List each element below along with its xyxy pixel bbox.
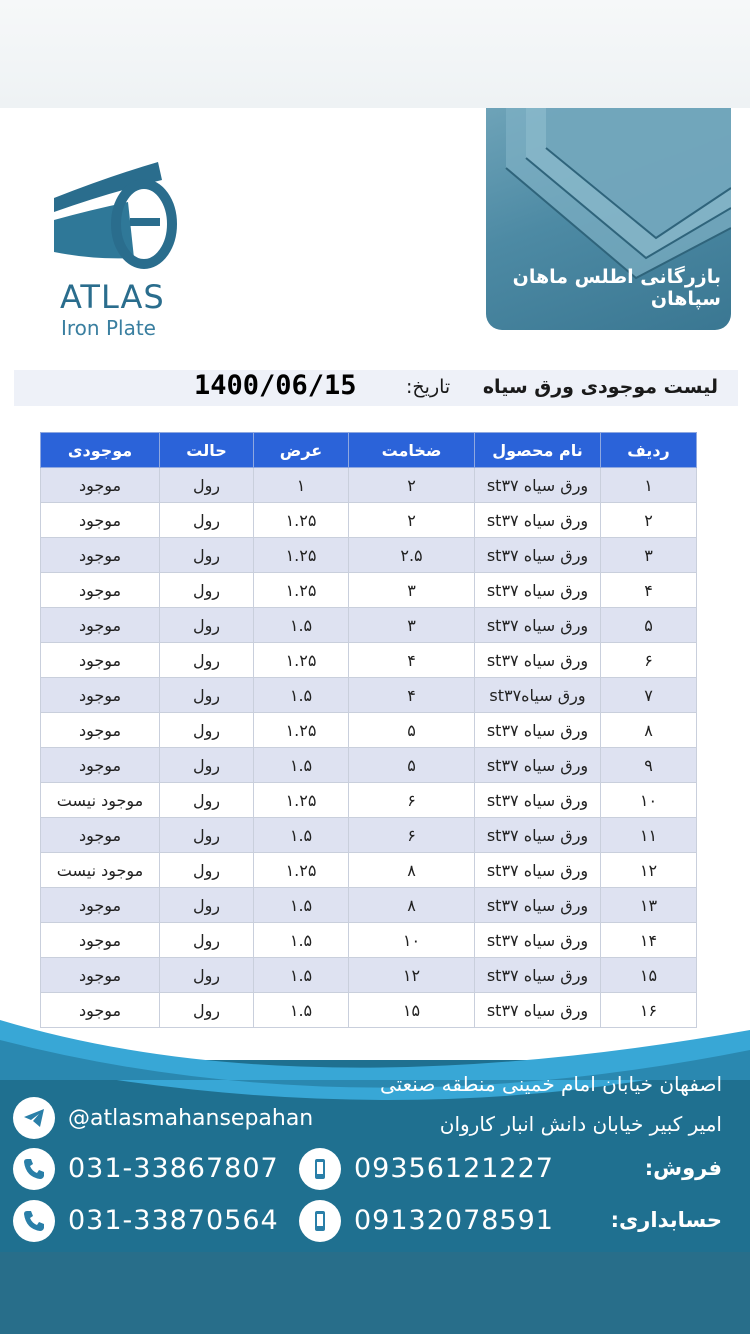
table-cell: ۱.۵	[254, 923, 349, 958]
table-cell: ۱.۲۵	[254, 573, 349, 608]
table-cell: ۱۲	[601, 853, 697, 888]
table-cell: ۲	[349, 468, 475, 503]
table-cell: ورق سیاه st۳۷	[475, 713, 601, 748]
telegram-handle[interactable]: @atlasmahansepahan	[68, 1106, 314, 1131]
table-cell: رول	[160, 608, 254, 643]
table-cell: ۱۱	[601, 818, 697, 853]
table-cell: ۱.۵	[254, 993, 349, 1028]
table-header-row	[41, 433, 697, 468]
table-cell: ورق سیاهst۳۷	[475, 678, 601, 713]
table-cell: ۲.۵	[349, 538, 475, 573]
table-cell: ۱۲	[349, 958, 475, 993]
table-cell: رول	[160, 818, 254, 853]
address-line-2: امیر کبیر خیابان دانش انبار کاروان	[439, 1112, 722, 1136]
table-row	[41, 958, 697, 993]
table-cell: ۳	[349, 608, 475, 643]
table-cell: ۸	[349, 888, 475, 923]
table-cell: ۱.۲۵	[254, 503, 349, 538]
table-cell: رول	[160, 678, 254, 713]
table-cell: ۷	[601, 678, 697, 713]
accounting-mobile[interactable]: 09132078591	[354, 1205, 554, 1236]
table-row	[41, 538, 697, 573]
table-cell: ۱	[254, 468, 349, 503]
table-cell: موجود	[41, 958, 160, 993]
table-cell: ۹	[601, 748, 697, 783]
table-row	[41, 573, 697, 608]
table-cell: ورق سیاه st۳۷	[475, 748, 601, 783]
table-cell: موجود	[41, 888, 160, 923]
table-cell: ۱۴	[601, 923, 697, 958]
table-cell: موجود نیست	[41, 853, 160, 888]
table-cell: ۲	[601, 503, 697, 538]
table-cell: ۱۰	[349, 923, 475, 958]
table-cell: ورق سیاه st۳۷	[475, 783, 601, 818]
table-cell: ورق سیاه st۳۷	[475, 818, 601, 853]
date-label: تاریخ:	[406, 376, 451, 398]
table-cell: ۱۰	[601, 783, 697, 818]
table-cell: ۴	[349, 678, 475, 713]
table-row	[41, 783, 697, 818]
table-cell: ۱۵	[349, 993, 475, 1028]
table-cell: ۸	[349, 853, 475, 888]
table-cell: ۱.۵	[254, 818, 349, 853]
table-cell: ۲	[349, 503, 475, 538]
table-row	[41, 888, 697, 923]
mobile-icon[interactable]	[299, 1148, 341, 1190]
header-cell: نام محصول	[475, 433, 601, 468]
table-cell: موجود	[41, 678, 160, 713]
table-cell: رول	[160, 958, 254, 993]
brand-name: ATLAS	[60, 278, 165, 316]
table-cell: ۶	[349, 818, 475, 853]
table-cell: موجود	[41, 503, 160, 538]
table-cell: ۵	[349, 713, 475, 748]
table-cell: رول	[160, 748, 254, 783]
table-cell: ۵	[601, 608, 697, 643]
table-cell: رول	[160, 538, 254, 573]
table-cell: موجود	[41, 573, 160, 608]
table-cell: موجود	[41, 818, 160, 853]
inventory-table	[40, 432, 697, 1028]
table-cell: ۱	[601, 468, 697, 503]
title-strip	[14, 370, 738, 406]
iron-roll-icon	[50, 150, 180, 270]
phone-icon[interactable]	[13, 1200, 55, 1242]
mobile-icon[interactable]	[299, 1200, 341, 1242]
table-cell: رول	[160, 643, 254, 678]
table-cell: ۴	[349, 643, 475, 678]
company-name: بازرگانی اطلس ماهان سپاهان	[512, 266, 721, 310]
accounting-phone[interactable]: 031-33870564	[68, 1205, 279, 1236]
table-cell: ورق سیاه st۳۷	[475, 923, 601, 958]
table-row	[41, 713, 697, 748]
header-cell: حالت	[160, 433, 254, 468]
header-cell: ضخامت	[349, 433, 475, 468]
table-cell: موجود	[41, 643, 160, 678]
table-cell: رول	[160, 853, 254, 888]
accounting-label: حسابداری:	[610, 1208, 722, 1232]
table-row	[41, 678, 697, 713]
table-cell: رول	[160, 783, 254, 818]
table-cell: رول	[160, 573, 254, 608]
telegram-icon[interactable]	[13, 1097, 55, 1139]
table-cell: موجود	[41, 748, 160, 783]
table-cell: موجود	[41, 538, 160, 573]
table-row	[41, 468, 697, 503]
header-cell: ردیف	[601, 433, 697, 468]
table-cell: ورق سیاه st۳۷	[475, 853, 601, 888]
table-cell: ورق سیاه st۳۷	[475, 888, 601, 923]
table-cell: ۱.۲۵	[254, 538, 349, 573]
table-cell: ۳	[349, 573, 475, 608]
table-row	[41, 818, 697, 853]
table-row	[41, 608, 697, 643]
table-row	[41, 853, 697, 888]
table-cell: موجود	[41, 608, 160, 643]
table-cell: ۶	[601, 643, 697, 678]
table-cell: ۴	[601, 573, 697, 608]
atlas-logo	[50, 150, 190, 350]
list-title: لیست موجودی ورق سیاه	[482, 376, 718, 398]
table-row	[41, 643, 697, 678]
phone-icon[interactable]	[13, 1148, 55, 1190]
table-cell: ورق سیاه st۳۷	[475, 573, 601, 608]
header-cell: عرض	[254, 433, 349, 468]
table-cell: ورق سیاه st۳۷	[475, 608, 601, 643]
address-line-1: اصفهان خیابان امام خمینی منطقه صنعتی	[379, 1072, 722, 1096]
table-cell: ۱۵	[601, 958, 697, 993]
table-cell: ورق سیاه st۳۷	[475, 993, 601, 1028]
table-row	[41, 923, 697, 958]
header-cell: موجودی	[41, 433, 160, 468]
table-cell: رول	[160, 468, 254, 503]
sales-phone[interactable]: 031-33867807	[68, 1153, 279, 1184]
table-cell: رول	[160, 888, 254, 923]
table-row	[41, 503, 697, 538]
hero-banner	[486, 108, 731, 330]
table-cell: موجود	[41, 468, 160, 503]
table-cell: موجود نیست	[41, 783, 160, 818]
table-cell: ۶	[349, 783, 475, 818]
table-cell: ۱۳	[601, 888, 697, 923]
table-cell: ۳	[601, 538, 697, 573]
status-bar	[0, 0, 750, 108]
table-cell: ۸	[601, 713, 697, 748]
sales-label: فروش:	[644, 1156, 722, 1180]
table-cell: ۱۶	[601, 993, 697, 1028]
table-cell: ۵	[349, 748, 475, 783]
table-cell: موجود	[41, 923, 160, 958]
table-cell: رول	[160, 503, 254, 538]
table-cell: ورق سیاه st۳۷	[475, 468, 601, 503]
table-row	[41, 748, 697, 783]
table-cell: ورق سیاه st۳۷	[475, 503, 601, 538]
table-cell: ۱.۲۵	[254, 713, 349, 748]
table-cell: ۱.۵	[254, 748, 349, 783]
table-cell: ۱.۵	[254, 888, 349, 923]
brand-subtitle: Iron Plate	[61, 316, 156, 340]
table-cell: ۱.۲۵	[254, 853, 349, 888]
table-body	[41, 468, 697, 1028]
date-value: 1400/06/15	[194, 370, 357, 401]
sales-mobile[interactable]: 09356121227	[354, 1153, 554, 1184]
table-cell: ورق سیاه st۳۷	[475, 538, 601, 573]
table-cell: موجود	[41, 713, 160, 748]
table-cell: ۱.۲۵	[254, 643, 349, 678]
table-cell: ۱.۵	[254, 608, 349, 643]
table-cell: ۱.۵	[254, 958, 349, 993]
footer	[0, 1020, 750, 1334]
table-cell: رول	[160, 713, 254, 748]
table-cell: رول	[160, 923, 254, 958]
table-cell: ورق سیاه st۳۷	[475, 643, 601, 678]
table-cell: ۱.۵	[254, 678, 349, 713]
table-cell: ورق سیاه st۳۷	[475, 958, 601, 993]
table-cell: ۱.۲۵	[254, 783, 349, 818]
table-cell: موجود	[41, 993, 160, 1028]
table-cell: رول	[160, 993, 254, 1028]
